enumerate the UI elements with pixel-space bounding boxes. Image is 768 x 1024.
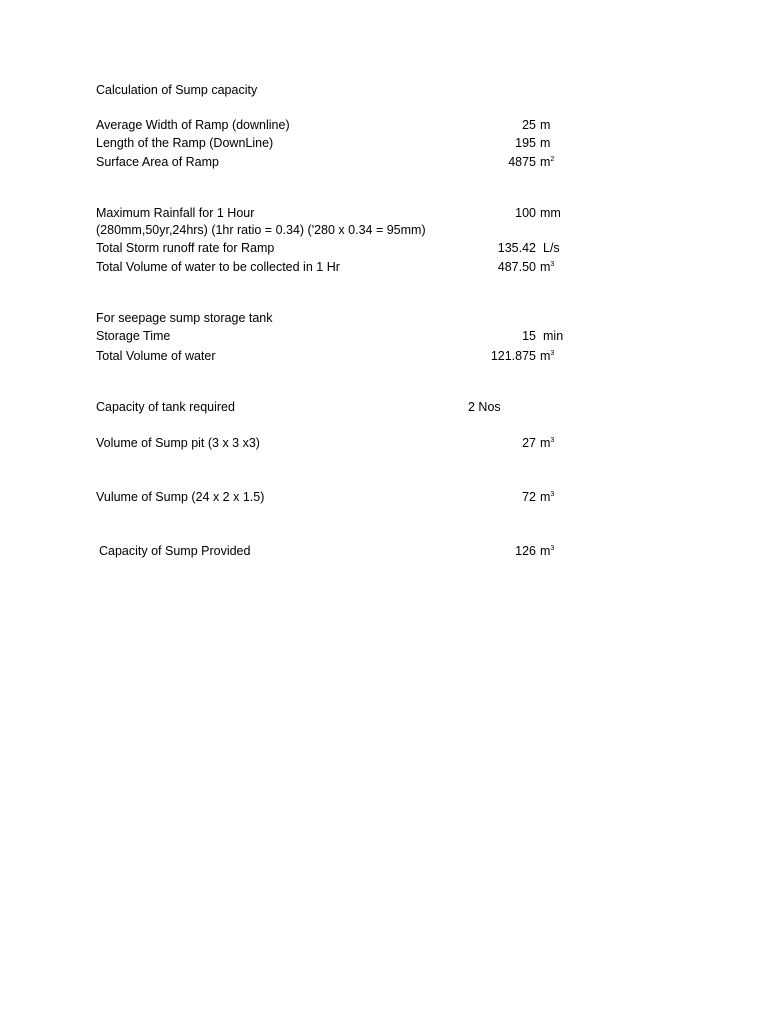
sump-pit-row	[0, 434, 768, 452]
runoff-rate-unit: L/s	[543, 241, 560, 255]
capacity-required-value: 2 Nos	[468, 400, 501, 414]
storage-time-unit: min	[543, 329, 564, 343]
capacity-provided-row	[0, 542, 768, 560]
avg-width-row	[0, 116, 768, 134]
title-row	[0, 81, 768, 99]
capacity-required-label: Capacity of tank required	[96, 400, 235, 414]
sump-pit-value: 27	[522, 436, 536, 450]
volume-1hr-label: Total Volume of water to be collected in 1 Hr	[96, 260, 340, 274]
sump-pit-unit: $m^3$	[540, 436, 555, 450]
capacity-required-row	[0, 398, 768, 416]
ramp-length-label: Length of the Ramp (DownLine)	[96, 136, 274, 150]
surface-area-label: Surface Area of Ramp	[96, 155, 219, 169]
total-volume-value: 121.875	[490, 349, 536, 363]
total-volume-label: Total Volume of water	[96, 349, 216, 363]
surface-area-row	[0, 153, 768, 171]
capacity-provided-unit: $m^3$	[540, 544, 555, 558]
max-rainfall-label: Maximum Rainfall for 1 Hour	[96, 206, 255, 220]
max-rainfall-unit: mm	[540, 206, 561, 220]
surface-area-unit: $m^2$	[540, 155, 555, 169]
seepage-heading-row	[0, 309, 768, 327]
ramp-length-row	[0, 134, 768, 152]
storage-time-row	[0, 327, 768, 345]
sump-volume-label: Vulume of Sump (24 x 2 x 1.5)	[96, 490, 265, 504]
rainfall-note: (280mm,50yr,24hrs) (1hr ratio = 0.34) ('280 x 0.34 = 95mm)	[96, 223, 426, 237]
volume-1hr-row	[0, 258, 768, 276]
ramp-length-unit: m	[540, 136, 551, 150]
total-volume-row	[0, 347, 768, 365]
avg-width-label: Average Width of Ramp (downline)	[96, 118, 290, 132]
sump-pit-label: Volume of Sump pit (3 x 3 x3)	[96, 436, 260, 450]
volume-1hr-value: 487.50	[497, 260, 536, 274]
sump-volume-unit: $m^3$	[540, 490, 555, 504]
runoff-rate-value: 135.42	[497, 241, 536, 255]
sump-volume-row	[0, 488, 768, 506]
total-volume-unit: $m^3$	[540, 349, 555, 363]
surface-area-value: 4875	[508, 155, 536, 169]
rainfall-note-row	[0, 221, 768, 239]
avg-width-unit: m	[540, 118, 551, 132]
ramp-length-value: 195	[515, 136, 536, 150]
storage-time-value: 15	[522, 329, 536, 343]
max-rainfall-value: 100	[515, 206, 536, 220]
avg-width-value: 25	[522, 118, 536, 132]
capacity-provided-value: 126	[515, 544, 536, 558]
seepage-heading: For seepage sump storage tank	[96, 311, 273, 325]
sump-volume-value: 72	[522, 490, 536, 504]
document-title: Calculation of Sump capacity	[96, 83, 258, 97]
runoff-rate-row	[0, 239, 768, 257]
runoff-rate-label: Total Storm runoff rate for Ramp	[96, 241, 275, 255]
max-rainfall-row	[0, 204, 768, 222]
volume-1hr-unit: $m^3$	[540, 260, 555, 274]
storage-time-label: Storage Time	[96, 329, 171, 343]
capacity-provided-label: Capacity of Sump Provided	[99, 544, 251, 558]
